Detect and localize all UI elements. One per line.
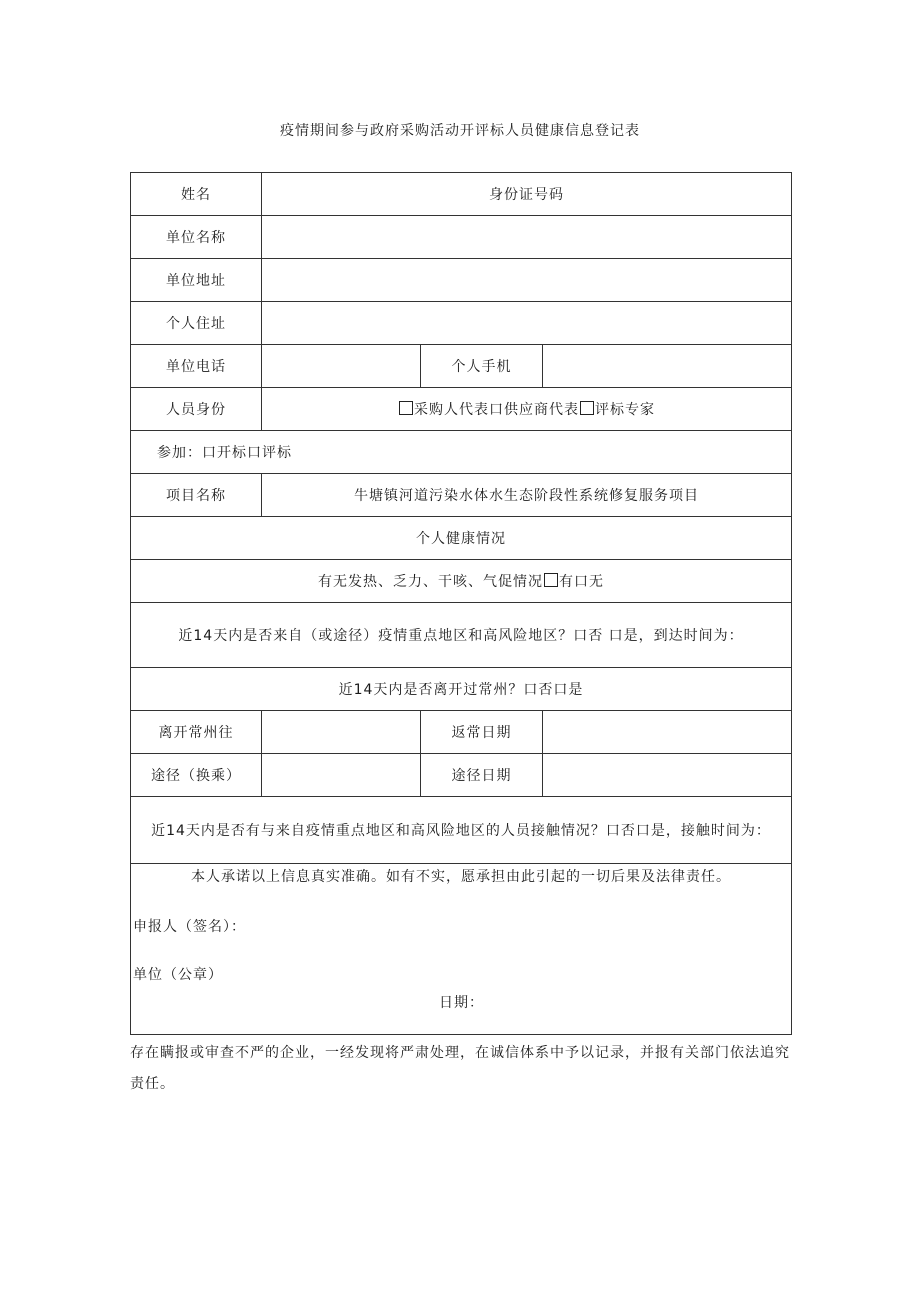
unit-address-field[interactable] (262, 259, 792, 302)
row-q1 (131, 603, 792, 668)
fever-question-text: 有无发热、乏力、干咳、气促情况 (318, 574, 543, 590)
fever-yes-checkbox[interactable] (544, 573, 558, 587)
return-date-label: 返常日期 (421, 711, 543, 754)
declaration-text: 本人承诺以上信息真实准确。如有不实，愿承担由此引起的一切后果及法律责任。 (191, 869, 731, 885)
fever-options-text[interactable]: 有口无 (559, 574, 604, 590)
row-unit-name (131, 216, 792, 259)
identity-options (262, 388, 792, 431)
identity-option-text-2: 评标专家 (595, 402, 655, 418)
declaration-cell (131, 864, 792, 1035)
unit-phone-label: 单位电话 (131, 345, 262, 388)
unit-name-field[interactable] (262, 216, 792, 259)
name-label: 姓名 (131, 173, 262, 216)
reporter-signature-label: 申报人（签名）： (133, 919, 246, 935)
registration-table (130, 172, 792, 1035)
fever-question (131, 560, 792, 603)
mobile-field[interactable] (543, 345, 792, 388)
row-home-address (131, 302, 792, 345)
row-health-header (131, 517, 792, 560)
row-unit-address (131, 259, 792, 302)
home-address-field[interactable] (262, 302, 792, 345)
home-address-label: 个人住址 (131, 302, 262, 345)
unit-name-label: 单位名称 (131, 216, 262, 259)
mobile-label: 个人手机 (421, 345, 543, 388)
unit-seal-label: 单位（公章） (133, 967, 223, 983)
purchaser-checkbox[interactable] (399, 401, 413, 415)
unit-address-label: 单位地址 (131, 259, 262, 302)
date-label: 日期： (439, 995, 484, 1011)
id-number-label: 身份证号码 (262, 173, 792, 216)
route-date-field[interactable] (543, 754, 792, 797)
row-q2 (131, 668, 792, 711)
route-field[interactable] (262, 754, 421, 797)
row-fever (131, 560, 792, 603)
route-label: 途径（换乘） (131, 754, 262, 797)
health-header: 个人健康情况 (131, 517, 792, 560)
identity-label: 人员身份 (131, 388, 262, 431)
row-identity (131, 388, 792, 431)
row-declaration (131, 864, 792, 1035)
route-date-label: 途径日期 (421, 754, 543, 797)
row-q3 (131, 797, 792, 864)
leave-changzhou-question[interactable]: 近14天内是否离开过常州？口否口是 (131, 668, 792, 711)
contact-question[interactable]: 近14天内是否有与来自疫情重点地区和高风险地区的人员接触情况？口否口是，接触时间为： (131, 797, 792, 864)
expert-checkbox[interactable] (580, 401, 594, 415)
row-route (131, 754, 792, 797)
leave-to-label: 离开常州往 (131, 711, 262, 754)
notice-text: 存在瞒报或审查不严的企业，一经发现将严肃处理，在诚信体系中予以记录，并报有关部门依法追究责任。 (130, 1045, 790, 1092)
return-date-field[interactable] (543, 711, 792, 754)
row-name (131, 173, 792, 216)
row-project (131, 474, 792, 517)
leave-to-field[interactable] (262, 711, 421, 754)
project-label: 项目名称 (131, 474, 262, 517)
risk-area-question[interactable]: 近14天内是否来自（或途径）疫情重点地区和高风险地区？口否 口是，到达时间为： (131, 603, 792, 668)
row-phone (131, 345, 792, 388)
row-participate (131, 431, 792, 474)
row-leave (131, 711, 792, 754)
participate-options[interactable]: 参加：口开标口评标 (131, 431, 792, 474)
project-name: 牛塘镇河道污染水体水生态阶段性系统修复服务项目 (262, 474, 792, 517)
form-title: 疫情期间参与政府采购活动开评标人员健康信息登记表 (280, 123, 640, 139)
unit-phone-field[interactable] (262, 345, 421, 388)
identity-option-text-1: 采购人代表口供应商代表 (414, 402, 579, 418)
